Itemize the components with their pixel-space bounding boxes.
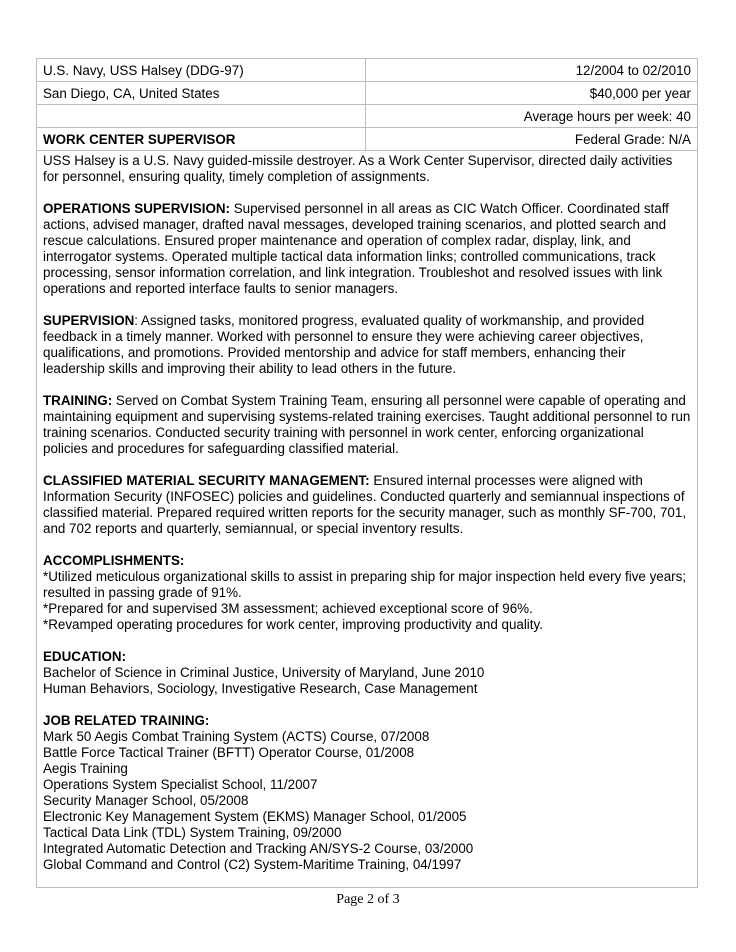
section-text: : Assigned tasks, monitored progress, evaluated quality of workmanship, and provided feedback in a timely manner. Worked with personnel to ensure they were achieving career objectives, qualifications, and promotions. Provided mentorship and advice for staff members, enhancing their leadership skills and improving their ability to lead others in the future. (43, 313, 645, 376)
section-heading: EDUCATION: (43, 649, 127, 664)
header-row (37, 59, 698, 82)
list-item: Operations System Specialist School, 11/2007 (43, 777, 318, 792)
salary-cell: $40,000 per year (366, 82, 698, 105)
job-title: WORK CENTER SUPERVISOR (43, 131, 236, 147)
header-row (37, 82, 698, 105)
section-heading: CLASSIFIED MATERIAL SECURITY MANAGEMENT: (43, 473, 370, 488)
education-section (43, 649, 691, 697)
classified-section (43, 473, 691, 537)
list-item: *Revamped operating procedures for work center, improving productivity and quality. (43, 617, 543, 632)
employer-cell: U.S. Navy, USS Halsey (DDG-97) (37, 59, 366, 82)
list-item: Human Behaviors, Sociology, Investigative Research, Case Management (43, 681, 478, 696)
list-item: Aegis Training (43, 761, 128, 776)
training-section (43, 393, 691, 457)
list-item: Bachelor of Science in Criminal Justice, University of Maryland, June 2010 (43, 665, 485, 680)
dates-cell: 12/2004 to 02/2010 (366, 59, 698, 82)
supervision-section (43, 313, 691, 377)
list-item: Integrated Automatic Detection and Tracking AN/SYS-2 Course, 03/2000 (43, 841, 474, 856)
list-item: Security Manager School, 05/2008 (43, 793, 249, 808)
list-item: Tactical Data Link (TDL) System Training, 09/2000 (43, 825, 342, 840)
section-heading: SUPERVISION (43, 313, 135, 328)
section-text: Served on Combat System Training Team, ensuring all personnel were capable of operating and maintaining equipment and supervising systems-related training exercises. Taught additional personnel to run training scenarios. Conducted security training with personnel in work center, enforcing organizational policies and procedures for safeguarding classified material. (43, 393, 691, 456)
empty-cell (37, 105, 366, 128)
list-item: Battle Force Tactical Trainer (BFTT) Operator Course, 01/2008 (43, 745, 415, 760)
list-item: *Prepared for and supervised 3M assessment; achieved exceptional score of 96%. (43, 601, 533, 616)
section-heading: ACCOMPLISHMENTS: (43, 553, 185, 568)
job-title-cell (37, 128, 366, 151)
location-cell: San Diego, CA, United States (37, 82, 366, 105)
hours-cell: Average hours per week: 40 (366, 105, 698, 128)
header-row (37, 105, 698, 128)
list-item: *Utilized meticulous organizational skills to assist in preparing ship for major inspection held every five years; resulted in passing grade of 91%. (43, 569, 687, 600)
summary-paragraph: USS Halsey is a U.S. Navy guided-missile destroyer. As a Work Center Supervisor, directed daily activities for personnel, ensuring quality, timely completion of assignments. (43, 153, 673, 184)
section-text: Ensured internal processes were aligned with Information Security (INFOSEC) policies and guidelines. Conducted quarterly and semiannual inspections of classified material. Prepared required written reports for the security manager, such as monthly SF-700, 701, and 702 reports and quarterly, semiannual, or special inventory results. (43, 473, 687, 536)
list-item: Mark 50 Aegis Combat Training System (ACTS) Course, 07/2008 (43, 729, 430, 744)
accomplishments-section (43, 553, 691, 633)
list-item: Electronic Key Management System (EKMS) Manager School, 01/2005 (43, 809, 467, 824)
grade-cell: Federal Grade: N/A (366, 128, 698, 151)
section-heading: OPERATIONS SUPERVISION: (43, 201, 231, 216)
job-training-section (43, 713, 691, 873)
section-heading: TRAINING: (43, 393, 113, 408)
job-header-table (36, 58, 698, 151)
header-row (37, 128, 698, 151)
section-text: Supervised personnel in all areas as CIC Watch Officer. Coordinated staff actions, advised manager, drafted naval messages, developed training scenarios, and plotted search and rescue calculations. Ensured proper maintenance and operation of complex radar, display, link, and interrogator systems. Operated multiple tactical data information links; controlled communications, track processing, sensor information correlation, and link integration. Troubleshot and resolved issues with link operations and reported interface faults to senior managers. (43, 201, 669, 296)
section-heading: JOB RELATED TRAINING: (43, 713, 210, 728)
job-description (43, 153, 691, 873)
list-item: Global Command and Control (C2) System-Maritime Training, 04/1997 (43, 857, 462, 872)
page-number: Page 2 of 3 (336, 892, 400, 907)
operations-section (43, 201, 691, 297)
